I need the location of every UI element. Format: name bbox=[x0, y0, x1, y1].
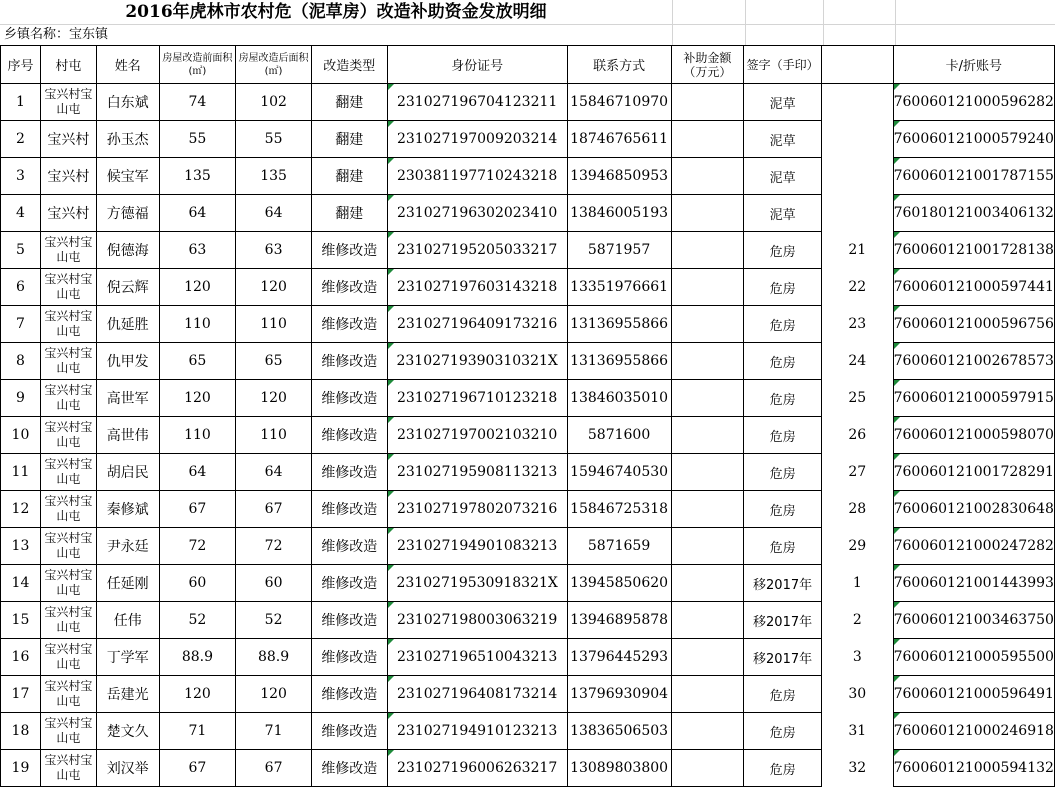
table-row bbox=[1, 491, 1055, 528]
header-id[interactable]: 身份证号 bbox=[387, 46, 567, 84]
table-row bbox=[1, 417, 1055, 454]
cell-area-after[interactable]: 65 bbox=[236, 343, 312, 380]
table-row bbox=[1, 750, 1055, 787]
cell-subsidy[interactable] bbox=[671, 750, 744, 787]
cell-extra[interactable]: 3 bbox=[822, 639, 894, 676]
cell-name[interactable]: 仇延胜 bbox=[96, 306, 159, 343]
cell-card[interactable]: 760060121000595500 bbox=[893, 639, 1054, 676]
cell-area-before[interactable]: 60 bbox=[159, 565, 236, 602]
cell-sign[interactable]: 危房 bbox=[744, 380, 822, 417]
cell-id[interactable]: 231027194901083213 bbox=[387, 528, 567, 565]
cell-sign[interactable]: 移2017年 bbox=[744, 565, 822, 602]
cell-name[interactable]: 高世伟 bbox=[96, 417, 159, 454]
cell-area-after[interactable]: 120 bbox=[236, 380, 312, 417]
cell-village[interactable]: 宝兴村宝山屯 bbox=[40, 602, 96, 639]
cell-name[interactable]: 丁学军 bbox=[96, 639, 159, 676]
cell-extra[interactable]: 26 bbox=[822, 417, 894, 454]
cell-village[interactable]: 宝兴村宝山屯 bbox=[40, 491, 96, 528]
cell-id[interactable]: 231027194910123213 bbox=[387, 713, 567, 750]
cell-area-before[interactable]: 64 bbox=[159, 195, 236, 232]
cell-no[interactable]: 8 bbox=[1, 343, 41, 380]
cell-id[interactable]: 231027198003063219 bbox=[387, 602, 567, 639]
cell-subsidy[interactable] bbox=[671, 269, 744, 306]
cell-name[interactable]: 刘汉举 bbox=[96, 750, 159, 787]
cell-name[interactable]: 胡启民 bbox=[96, 454, 159, 491]
cell-extra[interactable]: 23 bbox=[822, 306, 894, 343]
cell-area-before[interactable]: 72 bbox=[159, 528, 236, 565]
cell-area-before[interactable]: 55 bbox=[159, 121, 236, 158]
cell-phone[interactable]: 15946740530 bbox=[567, 454, 671, 491]
cell-extra[interactable] bbox=[822, 121, 894, 158]
cell-type[interactable]: 维修改造 bbox=[311, 528, 387, 565]
cell-card[interactable]: 760060121001728138 bbox=[893, 232, 1054, 269]
cell-name[interactable]: 尹永廷 bbox=[96, 528, 159, 565]
cell-phone[interactable]: 13846035010 bbox=[567, 380, 671, 417]
cell-sign[interactable]: 危房 bbox=[744, 232, 822, 269]
cell-village[interactable]: 宝兴村宝山屯 bbox=[40, 676, 96, 713]
table-row bbox=[1, 565, 1055, 602]
cell-name[interactable]: 高世军 bbox=[96, 380, 159, 417]
cell-phone[interactable]: 13136955866 bbox=[567, 306, 671, 343]
cell-area-before[interactable]: 67 bbox=[159, 491, 236, 528]
cell-area-after[interactable]: 63 bbox=[236, 232, 312, 269]
cell-name[interactable]: 倪云辉 bbox=[96, 269, 159, 306]
cell-subsidy[interactable] bbox=[671, 602, 744, 639]
cell-extra[interactable]: 27 bbox=[822, 454, 894, 491]
cell-id[interactable]: 23102719390310321X bbox=[387, 343, 567, 380]
cell-type[interactable]: 维修改造 bbox=[311, 417, 387, 454]
cell-area-after[interactable]: 120 bbox=[236, 269, 312, 306]
cell-type[interactable]: 维修改造 bbox=[311, 565, 387, 602]
gridline bbox=[0, 24, 1055, 25]
cell-sign[interactable]: 危房 bbox=[744, 528, 822, 565]
cell-subsidy[interactable] bbox=[671, 417, 744, 454]
cell-id[interactable]: 231027195205033217 bbox=[387, 232, 567, 269]
table-row bbox=[1, 676, 1055, 713]
cell-phone[interactable]: 13945850620 bbox=[567, 565, 671, 602]
cell-subsidy[interactable] bbox=[671, 565, 744, 602]
cell-village[interactable]: 宝兴村宝山屯 bbox=[40, 750, 96, 787]
table-row bbox=[1, 121, 1055, 158]
cell-village[interactable]: 宝兴村宝山屯 bbox=[40, 417, 96, 454]
cell-sign[interactable]: 危房 bbox=[744, 750, 822, 787]
cell-phone[interactable]: 13796930904 bbox=[567, 676, 671, 713]
cell-card[interactable]: 760060121000247282 bbox=[893, 528, 1054, 565]
cell-name[interactable]: 白东斌 bbox=[96, 84, 159, 121]
cell-phone[interactable]: 13946850953 bbox=[567, 158, 671, 195]
cell-sign[interactable]: 危房 bbox=[744, 454, 822, 491]
cell-phone[interactable]: 5871600 bbox=[567, 417, 671, 454]
cell-extra[interactable]: 1 bbox=[822, 565, 894, 602]
cell-phone[interactable]: 13796445293 bbox=[567, 639, 671, 676]
subsidy-table bbox=[0, 45, 1055, 787]
cell-extra[interactable] bbox=[822, 158, 894, 195]
cell-area-before[interactable]: 135 bbox=[159, 158, 236, 195]
page-title: 2016年虎林市农村危（泥草房）改造补助资金发放明细 bbox=[125, 2, 547, 22]
cell-extra[interactable]: 32 bbox=[822, 750, 894, 787]
cell-extra[interactable]: 28 bbox=[822, 491, 894, 528]
cell-area-before[interactable]: 110 bbox=[159, 306, 236, 343]
cell-type[interactable]: 维修改造 bbox=[311, 269, 387, 306]
cell-no[interactable]: 5 bbox=[1, 232, 41, 269]
cell-no[interactable]: 15 bbox=[1, 602, 41, 639]
cell-subsidy[interactable] bbox=[671, 232, 744, 269]
cell-card[interactable]: 760060121000598070 bbox=[893, 417, 1054, 454]
table-row bbox=[1, 380, 1055, 417]
cell-subsidy[interactable] bbox=[671, 380, 744, 417]
cell-card[interactable]: 760060121002830648 bbox=[893, 491, 1054, 528]
cell-name[interactable]: 任伟 bbox=[96, 602, 159, 639]
header-extra[interactable] bbox=[822, 46, 894, 84]
cell-id[interactable]: 231027196704123211 bbox=[387, 84, 567, 121]
cell-area-after[interactable]: 102 bbox=[236, 84, 312, 121]
cell-subsidy[interactable] bbox=[671, 306, 744, 343]
cell-extra[interactable]: 31 bbox=[822, 713, 894, 750]
cell-sign[interactable]: 危房 bbox=[744, 713, 822, 750]
cell-area-before[interactable]: 120 bbox=[159, 676, 236, 713]
cell-no[interactable]: 17 bbox=[1, 676, 41, 713]
cell-card[interactable]: 760060121000596282 bbox=[893, 84, 1054, 121]
cell-phone[interactable]: 13136955866 bbox=[567, 343, 671, 380]
cell-village[interactable]: 宝兴村宝山屯 bbox=[40, 343, 96, 380]
cell-card[interactable]: 760060121001443993 bbox=[893, 565, 1054, 602]
cell-sign[interactable]: 危房 bbox=[744, 676, 822, 713]
cell-area-before[interactable]: 52 bbox=[159, 602, 236, 639]
cell-extra[interactable]: 2 bbox=[822, 602, 894, 639]
cell-sign[interactable]: 危房 bbox=[744, 306, 822, 343]
cell-sign[interactable]: 危房 bbox=[744, 491, 822, 528]
cell-type[interactable]: 翻建 bbox=[311, 158, 387, 195]
cell-area-before[interactable]: 110 bbox=[159, 417, 236, 454]
cell-area-before[interactable]: 64 bbox=[159, 454, 236, 491]
table-row bbox=[1, 269, 1055, 306]
cell-subsidy[interactable] bbox=[671, 528, 744, 565]
cell-card[interactable]: 760060121000579240 bbox=[893, 121, 1054, 158]
cell-card[interactable]: 760060121000597915 bbox=[893, 380, 1054, 417]
cell-phone[interactable]: 5871659 bbox=[567, 528, 671, 565]
cell-name[interactable]: 秦修斌 bbox=[96, 491, 159, 528]
cell-no[interactable]: 18 bbox=[1, 713, 41, 750]
cell-extra[interactable]: 24 bbox=[822, 343, 894, 380]
cell-sign[interactable]: 危房 bbox=[744, 343, 822, 380]
cell-id[interactable]: 230381197710243218 bbox=[387, 158, 567, 195]
cell-type[interactable]: 维修改造 bbox=[311, 750, 387, 787]
cell-area-before[interactable]: 74 bbox=[159, 84, 236, 121]
cell-no[interactable]: 10 bbox=[1, 417, 41, 454]
table-row bbox=[1, 232, 1055, 269]
cell-phone[interactable]: 13836506503 bbox=[567, 713, 671, 750]
cell-no[interactable]: 13 bbox=[1, 528, 41, 565]
cell-id[interactable]: 231027197009203214 bbox=[387, 121, 567, 158]
header-row bbox=[1, 46, 1055, 84]
table-row bbox=[1, 195, 1055, 232]
table-row bbox=[1, 528, 1055, 565]
gridline bbox=[745, 0, 746, 45]
cell-subsidy[interactable] bbox=[671, 491, 744, 528]
cell-subsidy[interactable] bbox=[671, 84, 744, 121]
cell-village[interactable]: 宝兴村宝山屯 bbox=[40, 454, 96, 491]
cell-subsidy[interactable] bbox=[671, 158, 744, 195]
header-area-after[interactable]: 房屋改造后面积(㎡) bbox=[236, 46, 312, 84]
cell-id[interactable]: 231027196710123218 bbox=[387, 380, 567, 417]
cell-area-before[interactable]: 71 bbox=[159, 713, 236, 750]
cell-area-after[interactable]: 60 bbox=[236, 565, 312, 602]
cell-village[interactable]: 宝兴村宝山屯 bbox=[40, 306, 96, 343]
cell-name[interactable]: 岳建光 bbox=[96, 676, 159, 713]
cell-name[interactable]: 孙玉杰 bbox=[96, 121, 159, 158]
cell-sign[interactable]: 泥草 bbox=[744, 158, 822, 195]
cell-card[interactable]: 760060121001787155 bbox=[893, 158, 1054, 195]
table-row bbox=[1, 306, 1055, 343]
cell-subsidy[interactable] bbox=[671, 713, 744, 750]
table-row bbox=[1, 639, 1055, 676]
cell-type[interactable]: 维修改造 bbox=[311, 491, 387, 528]
cell-area-after[interactable]: 64 bbox=[236, 195, 312, 232]
cell-subsidy[interactable] bbox=[671, 195, 744, 232]
cell-village[interactable]: 宝兴村宝山屯 bbox=[40, 380, 96, 417]
gridline bbox=[895, 0, 896, 45]
cell-area-after[interactable]: 72 bbox=[236, 528, 312, 565]
cell-no[interactable]: 11 bbox=[1, 454, 41, 491]
header-village[interactable]: 村屯 bbox=[40, 46, 96, 84]
header-phone[interactable]: 联系方式 bbox=[567, 46, 671, 84]
cell-id[interactable]: 231027197002103210 bbox=[387, 417, 567, 454]
header-subsidy[interactable]: 补助金额（万元） bbox=[671, 46, 744, 84]
cell-area-before[interactable]: 120 bbox=[159, 380, 236, 417]
cell-sign[interactable]: 泥草 bbox=[744, 121, 822, 158]
cell-type[interactable]: 维修改造 bbox=[311, 306, 387, 343]
cell-card[interactable]: 760060121002678573 bbox=[893, 343, 1054, 380]
cell-area-before[interactable]: 120 bbox=[159, 269, 236, 306]
cell-area-after[interactable]: 52 bbox=[236, 602, 312, 639]
header-card[interactable]: 卡/折账号 bbox=[893, 46, 1054, 84]
cell-no[interactable]: 7 bbox=[1, 306, 41, 343]
table-row bbox=[1, 602, 1055, 639]
cell-no[interactable]: 19 bbox=[1, 750, 41, 787]
cell-phone[interactable]: 5871957 bbox=[567, 232, 671, 269]
cell-sign[interactable]: 泥草 bbox=[744, 84, 822, 121]
cell-id[interactable]: 231027197802073216 bbox=[387, 491, 567, 528]
cell-sign[interactable]: 危房 bbox=[744, 417, 822, 454]
cell-phone[interactable]: 13946895878 bbox=[567, 602, 671, 639]
cell-type[interactable]: 维修改造 bbox=[311, 602, 387, 639]
cell-village[interactable]: 宝兴村宝山屯 bbox=[40, 713, 96, 750]
cell-card[interactable]: 760060121003463750 bbox=[893, 602, 1054, 639]
cell-area-after[interactable]: 67 bbox=[236, 491, 312, 528]
cell-area-before[interactable]: 67 bbox=[159, 750, 236, 787]
cell-card[interactable]: 760060121000596756 bbox=[893, 306, 1054, 343]
cell-extra[interactable]: 21 bbox=[822, 232, 894, 269]
cell-no[interactable]: 9 bbox=[1, 380, 41, 417]
cell-village[interactable]: 宝兴村宝山屯 bbox=[40, 232, 96, 269]
cell-area-after[interactable]: 71 bbox=[236, 713, 312, 750]
header-name[interactable]: 姓名 bbox=[96, 46, 159, 84]
cell-type[interactable]: 维修改造 bbox=[311, 454, 387, 491]
gridline bbox=[823, 0, 824, 45]
cell-village[interactable]: 宝兴村 bbox=[40, 195, 96, 232]
cell-no[interactable]: 2 bbox=[1, 121, 41, 158]
cell-village[interactable]: 宝兴村 bbox=[40, 121, 96, 158]
cell-type[interactable]: 维修改造 bbox=[311, 380, 387, 417]
cell-type[interactable]: 维修改造 bbox=[311, 676, 387, 713]
cell-id[interactable]: 231027196409173216 bbox=[387, 306, 567, 343]
cell-name[interactable]: 倪德海 bbox=[96, 232, 159, 269]
cell-area-after[interactable]: 67 bbox=[236, 750, 312, 787]
cell-card[interactable]: 760060121000246918 bbox=[893, 713, 1054, 750]
cell-area-after[interactable]: 55 bbox=[236, 121, 312, 158]
cell-phone[interactable]: 13351976661 bbox=[567, 269, 671, 306]
cell-extra[interactable] bbox=[822, 195, 894, 232]
cell-type[interactable]: 维修改造 bbox=[311, 232, 387, 269]
cell-extra[interactable]: 29 bbox=[822, 528, 894, 565]
cell-type[interactable]: 翻建 bbox=[311, 195, 387, 232]
cell-subsidy[interactable] bbox=[671, 676, 744, 713]
cell-area-after[interactable]: 135 bbox=[236, 158, 312, 195]
table-row bbox=[1, 84, 1055, 121]
cell-phone[interactable]: 15846725318 bbox=[567, 491, 671, 528]
cell-name[interactable]: 楚文久 bbox=[96, 713, 159, 750]
cell-area-before[interactable]: 65 bbox=[159, 343, 236, 380]
cell-card[interactable]: 760060121000594132 bbox=[893, 750, 1054, 787]
cell-type[interactable]: 翻建 bbox=[311, 84, 387, 121]
cell-card[interactable]: 760180121003406132 bbox=[893, 195, 1054, 232]
cell-area-after[interactable]: 88.9 bbox=[236, 639, 312, 676]
cell-type[interactable]: 维修改造 bbox=[311, 713, 387, 750]
cell-id[interactable]: 231027197603143218 bbox=[387, 269, 567, 306]
township-label: 乡镇名称：宝东镇 bbox=[4, 27, 109, 42]
cell-extra[interactable]: 25 bbox=[822, 380, 894, 417]
cell-id[interactable]: 231027196006263217 bbox=[387, 750, 567, 787]
cell-type[interactable]: 维修改造 bbox=[311, 343, 387, 380]
cell-no[interactable]: 16 bbox=[1, 639, 41, 676]
cell-card[interactable]: 760060121001728291 bbox=[893, 454, 1054, 491]
cell-subsidy[interactable] bbox=[671, 639, 744, 676]
cell-village[interactable]: 宝兴村 bbox=[40, 158, 96, 195]
cell-area-after[interactable]: 64 bbox=[236, 454, 312, 491]
cell-area-before[interactable]: 88.9 bbox=[159, 639, 236, 676]
cell-extra[interactable] bbox=[822, 84, 894, 121]
cell-name[interactable]: 方德福 bbox=[96, 195, 159, 232]
cell-phone[interactable]: 15846710970 bbox=[567, 84, 671, 121]
cell-village[interactable]: 宝兴村宝山屯 bbox=[40, 528, 96, 565]
cell-phone[interactable]: 18746765611 bbox=[567, 121, 671, 158]
cell-id[interactable]: 231027195908113213 bbox=[387, 454, 567, 491]
cell-card[interactable]: 760060121000597441 bbox=[893, 269, 1054, 306]
header-sign[interactable]: 签字（手印） bbox=[744, 46, 822, 84]
cell-subsidy[interactable] bbox=[671, 454, 744, 491]
cell-id[interactable]: 231027196408173214 bbox=[387, 676, 567, 713]
cell-subsidy[interactable] bbox=[671, 121, 744, 158]
cell-name[interactable]: 仇甲发 bbox=[96, 343, 159, 380]
cell-name[interactable]: 任延刚 bbox=[96, 565, 159, 602]
cell-no[interactable]: 12 bbox=[1, 491, 41, 528]
cell-village[interactable]: 宝兴村宝山屯 bbox=[40, 84, 96, 121]
cell-id[interactable]: 231027196510043213 bbox=[387, 639, 567, 676]
cell-subsidy[interactable] bbox=[671, 343, 744, 380]
cell-no[interactable]: 6 bbox=[1, 269, 41, 306]
cell-sign[interactable]: 泥草 bbox=[744, 195, 822, 232]
cell-area-after[interactable]: 110 bbox=[236, 417, 312, 454]
cell-no[interactable]: 14 bbox=[1, 565, 41, 602]
cell-extra[interactable]: 22 bbox=[822, 269, 894, 306]
table-row bbox=[1, 158, 1055, 195]
cell-type[interactable]: 翻建 bbox=[311, 121, 387, 158]
header-area-before[interactable]: 房屋改造前面积(㎡) bbox=[159, 46, 236, 84]
cell-type[interactable]: 维修改造 bbox=[311, 639, 387, 676]
cell-area-after[interactable]: 110 bbox=[236, 306, 312, 343]
cell-id[interactable]: 23102719530918321X bbox=[387, 565, 567, 602]
cell-phone[interactable]: 13846005193 bbox=[567, 195, 671, 232]
gridline bbox=[672, 0, 673, 45]
cell-sign[interactable]: 移2017年 bbox=[744, 639, 822, 676]
table-row bbox=[1, 343, 1055, 380]
cell-extra[interactable]: 30 bbox=[822, 676, 894, 713]
cell-card[interactable]: 760060121000596491 bbox=[893, 676, 1054, 713]
cell-village[interactable]: 宝兴村宝山屯 bbox=[40, 269, 96, 306]
cell-area-after[interactable]: 120 bbox=[236, 676, 312, 713]
cell-no[interactable]: 1 bbox=[1, 84, 41, 121]
cell-area-before[interactable]: 63 bbox=[159, 232, 236, 269]
cell-name[interactable]: 候宝军 bbox=[96, 158, 159, 195]
cell-village[interactable]: 宝兴村宝山屯 bbox=[40, 639, 96, 676]
table-row bbox=[1, 713, 1055, 750]
header-type[interactable]: 改造类型 bbox=[311, 46, 387, 84]
cell-id[interactable]: 231027196302023410 bbox=[387, 195, 567, 232]
cell-sign[interactable]: 危房 bbox=[744, 269, 822, 306]
cell-village[interactable]: 宝兴村宝山屯 bbox=[40, 565, 96, 602]
header-no[interactable]: 序号 bbox=[1, 46, 41, 84]
cell-sign[interactable]: 移2017年 bbox=[744, 602, 822, 639]
cell-no[interactable]: 3 bbox=[1, 158, 41, 195]
cell-no[interactable]: 4 bbox=[1, 195, 41, 232]
table-row bbox=[1, 454, 1055, 491]
cell-phone[interactable]: 13089803800 bbox=[567, 750, 671, 787]
